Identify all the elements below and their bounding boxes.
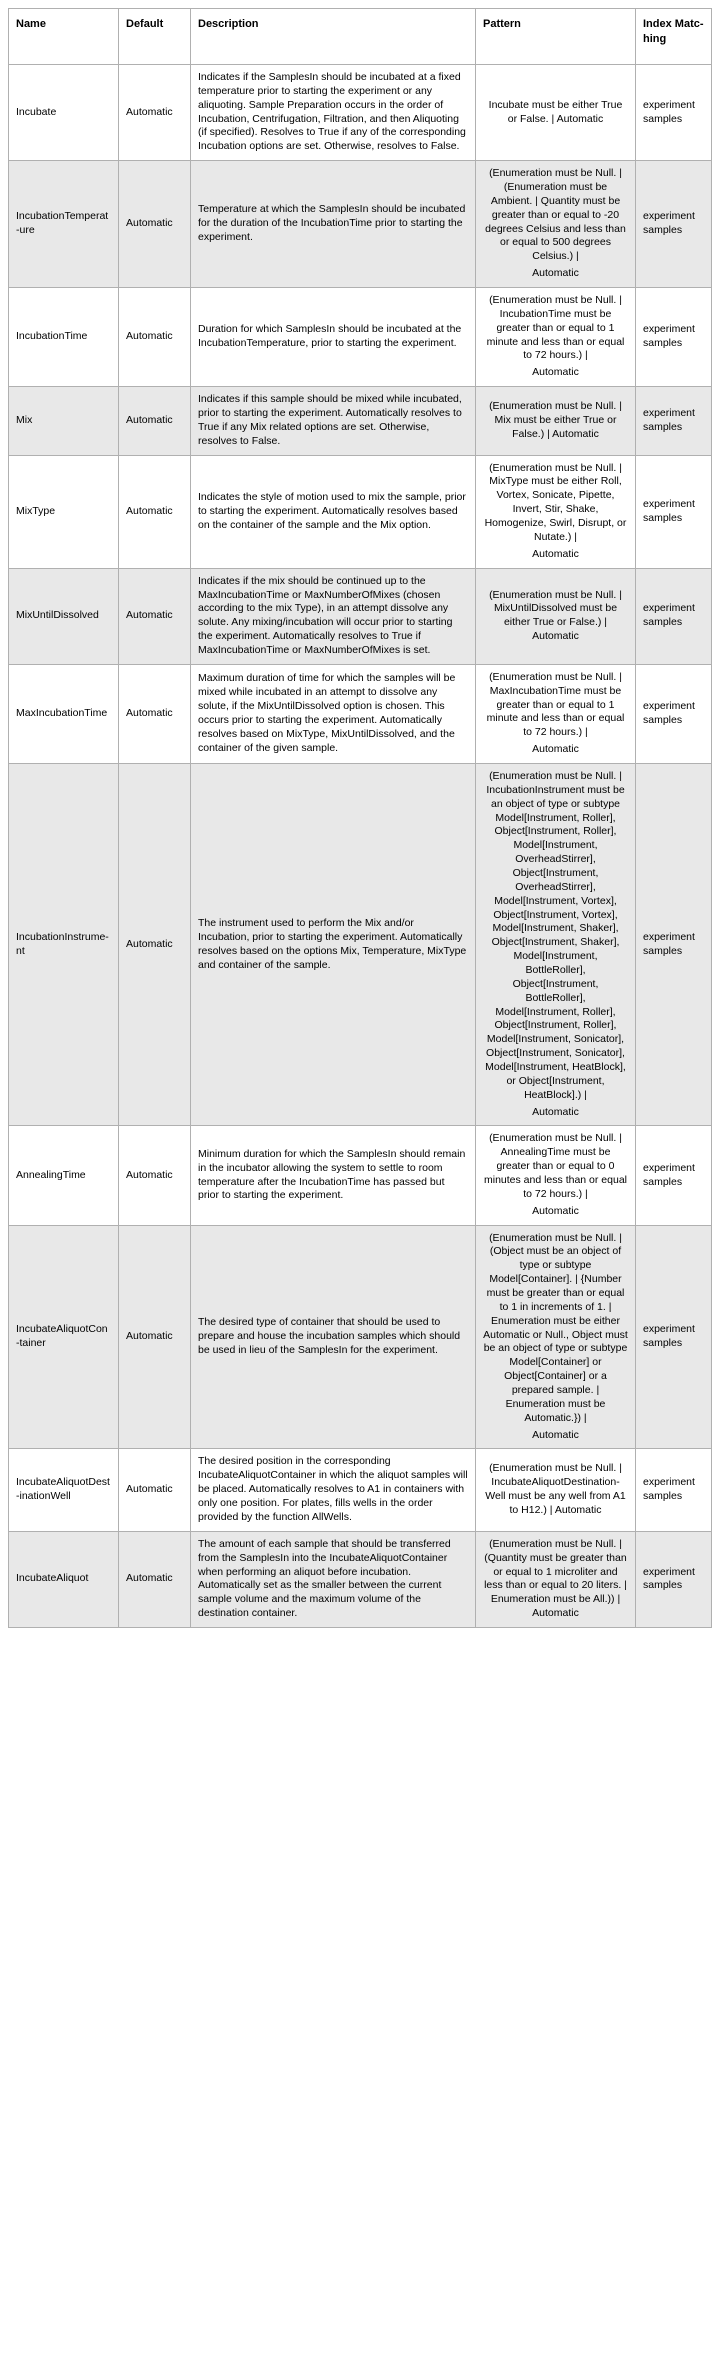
option-pattern-cell [476, 288, 636, 387]
option-index-matching-cell: experiment samples [636, 1225, 712, 1449]
option-pattern-cell [476, 1449, 636, 1531]
option-index-matching-cell: experiment samples [636, 763, 712, 1125]
incubate-options-table [8, 8, 712, 1628]
option-index-matching-cell: experiment samples [636, 1449, 712, 1531]
option-index-matching-cell: experiment samples [636, 455, 712, 568]
option-name-cell: IncubationTime [9, 288, 119, 387]
pattern-text: (Enumeration must be Null. | MixType must be either Roll, Vortex, Sonicate, Pipette, Invert, Stir, Shake, Homogenize, Swirl, Disrupt, or Nutate.) | [484, 461, 627, 543]
option-pattern-cell [476, 387, 636, 455]
pattern-automatic-text: Automatic [532, 267, 579, 280]
table-body [9, 65, 712, 1628]
table-row [9, 288, 712, 387]
pattern-text: (Enumeration must be Null. | (Enumeration must be Ambient. | Quantity must be greater than or equal to -20 degrees Celsius and less than or equal to 500 degrees Celsius.) | [485, 167, 626, 263]
option-description-cell: The desired type of container that should be used to prepare and house the incubation samples which should be used in lieu of the SamplesIn for the experiment. [191, 1225, 476, 1449]
option-pattern-cell [476, 1225, 636, 1449]
option-index-matching-cell: experiment samples [636, 161, 712, 288]
option-description-cell: The desired position in the corresponding IncubateAliquotContainer in which the aliquot samples will be placed. Automatically resolves to A1 in containers with only one position. For plates, fills wells in the order provided by the function AllWells. [191, 1449, 476, 1531]
option-default-cell: Automatic [119, 1449, 191, 1531]
option-pattern-cell [476, 455, 636, 568]
option-index-matching-cell: experiment samples [636, 664, 712, 763]
option-pattern-cell [476, 664, 636, 763]
option-description-cell: Temperature at which the SamplesIn should be incubated for the duration of the IncubationTime prior to starting the experiment. [191, 161, 476, 288]
table-row [9, 1449, 712, 1531]
option-description-cell: Maximum duration of time for which the samples will be mixed while incubated in an attempt to dissolve any solute, if the MixUntilDissolved option is chosen. This occurs prior to starting the experiment. Automatically resolves based on MixType, MixUntilDissolved, and the container of the given sample. [191, 664, 476, 763]
option-index-matching-cell: experiment samples [636, 1531, 712, 1627]
pattern-automatic-text: Automatic [532, 1204, 579, 1217]
option-pattern-cell [476, 1531, 636, 1627]
option-name-cell: IncubateAliquotCon-tainer [9, 1225, 119, 1449]
table-row [9, 568, 712, 664]
option-name-cell: Incubate [9, 65, 119, 161]
option-description-cell: The instrument used to perform the Mix and/or Incubation, prior to starting the experiment. Automatically resolves based on the options Mix, Temperature, MixType and container of the sample. [191, 763, 476, 1125]
option-default-cell: Automatic [119, 1225, 191, 1449]
option-default-cell: Automatic [119, 763, 191, 1125]
pattern-text: (Enumeration must be Null. | IncubationInstrument must be an object of type or subtype Model[Instrument, Roller], Object[Instrument, Roller], Model[Instrument, OverheadStirrer], Object[Instrument, OverheadStirrer], Model[Instrument, Vortex], Object[Instrument, Vortex], Model[Instrument, Shaker], Object[Instrument, Shaker], Model[Instrument, BottleRoller], Object[Instrument, BottleRoller], Model[Instrument, Roller], Object[Instrument, Roller], Model[Instrument, Sonicator], Object[Instrument, Sonicator], Model[Instrument, HeatBlock], or Object[Instrument, HeatBlock].) | [485, 769, 626, 1101]
option-description-cell: Indicates if this sample should be mixed while incubated, prior to starting the experiment. Automatically resolves to True if any Mix related options are set. Otherwise, resolves to False. [191, 387, 476, 455]
table-row [9, 1531, 712, 1627]
option-index-matching-cell: experiment samples [636, 387, 712, 455]
column-header-index-matching: Index Matc-hing [636, 9, 712, 65]
option-name-cell: MixUntilDissolved [9, 568, 119, 664]
option-default-cell: Automatic [119, 455, 191, 568]
table-row [9, 65, 712, 161]
table-row [9, 1126, 712, 1225]
column-header-default: Default [119, 9, 191, 65]
column-header-name: Name [9, 9, 119, 65]
pattern-automatic-text: Automatic [532, 366, 579, 379]
option-name-cell: MaxIncubationTime [9, 664, 119, 763]
column-header-pattern: Pattern [476, 9, 636, 65]
pattern-text: (Enumeration must be Null. | (Object must be an object of type or subtype Model[Container]. | {Number must be greater than or equal to 1 in increments of 1. | Enumeration must be either Automatic or Null., Object must be an object of type or subtype Model[Container] or Object[Container] or a prepared sample. | Enumeration must be Automatic.}) | [483, 1231, 628, 1424]
option-description-cell: Duration for which SamplesIn should be incubated at the IncubationTemperature, prior to starting the experiment. [191, 288, 476, 387]
option-description-cell: Minimum duration for which the SamplesIn should remain in the incubator allowing the system to settle to room temperature after the IncubationTime has passed but prior to starting the experiment. [191, 1126, 476, 1225]
option-default-cell: Automatic [119, 65, 191, 161]
table-header-row [9, 9, 712, 65]
pattern-text: (Enumeration must be Null. | Mix must be either True or False.) | Automatic [489, 400, 622, 440]
option-description-cell: Indicates if the mix should be continued up to the MaxIncubationTime or MaxNumberOfMixes (chosen according to the mix Type), in an attempt dissolve any solute. Any mixing/incubation will occur prior to starting the experiment. Automatically resolves to True if MaxIncubationTime or MaxNumberOfMixes is set. [191, 568, 476, 664]
pattern-automatic-text: Automatic [532, 1428, 579, 1441]
pattern-text: (Enumeration must be Null. | (Quantity must be greater than or equal to 1 microliter and less than or equal to 20 liters. | Enumeration must be All.)) | Automatic [484, 1537, 627, 1620]
pattern-text: Incubate must be either True or False. | Automatic [488, 98, 623, 125]
pattern-text: (Enumeration must be Null. | MaxIncubationTime must be greater than or equal to 1 minute and less than or equal to 72 hours.) | [486, 670, 625, 739]
table-row [9, 763, 712, 1125]
option-default-cell: Automatic [119, 387, 191, 455]
table-row [9, 161, 712, 288]
option-pattern-cell [476, 763, 636, 1125]
option-default-cell: Automatic [119, 1126, 191, 1225]
table-header [9, 9, 712, 65]
option-default-cell: Automatic [119, 288, 191, 387]
option-description-cell: Indicates the style of motion used to mix the sample, prior to starting the experiment. Automatically resolves based on the container of the sample and the Mix option. [191, 455, 476, 568]
pattern-text: (Enumeration must be Null. | AnnealingTime must be greater than or equal to 0 minutes and less than or equal to 72 hours.) | [483, 1132, 627, 1200]
pattern-text: (Enumeration must be Null. | MixUntilDissolved must be either True or False.) | Automatic [489, 588, 622, 643]
option-index-matching-cell: experiment samples [636, 288, 712, 387]
option-index-matching-cell: experiment samples [636, 65, 712, 161]
option-name-cell: IncubationInstrume-nt [9, 763, 119, 1125]
option-description-cell: Indicates if the SamplesIn should be incubated at a fixed temperature prior to starting the experiment or any aliquoting. Sample Preparation occurs in the order of Incubation, Centrifugation, Filtration, and then Aliquoting (if specified). Resolves to True if any of the corresponding Incubation options are set. Otherwise, resolves to False. [191, 65, 476, 161]
option-pattern-cell [476, 1126, 636, 1225]
pattern-text: (Enumeration must be Null. | IncubateAliquotDestination-Well must be any well from A1 to H12.) | Automatic [485, 1462, 626, 1516]
pattern-automatic-text: Automatic [532, 547, 579, 560]
option-default-cell: Automatic [119, 568, 191, 664]
table-row [9, 664, 712, 763]
option-description-cell: The amount of each sample that should be transferred from the SamplesIn into the IncubateAliquotContainer when performing an aliquot before incubation. Automatically set as the smaller between the current sample volume and the maximum volume of the destination container. [191, 1531, 476, 1627]
option-name-cell: IncubateAliquot [9, 1531, 119, 1627]
option-index-matching-cell: experiment samples [636, 1126, 712, 1225]
option-default-cell: Automatic [119, 1531, 191, 1627]
table-row [9, 1225, 712, 1449]
option-pattern-cell [476, 568, 636, 664]
pattern-text: (Enumeration must be Null. | IncubationTime must be greater than or equal to 1 minute and less than or equal to 72 hours.) | [486, 294, 625, 362]
option-name-cell: IncubateAliquotDest-inationWell [9, 1449, 119, 1531]
pattern-automatic-text: Automatic [532, 743, 579, 756]
option-default-cell: Automatic [119, 161, 191, 288]
column-header-description: Description [191, 9, 476, 65]
option-pattern-cell [476, 161, 636, 288]
table-row [9, 455, 712, 568]
option-name-cell: IncubationTemperat-ure [9, 161, 119, 288]
option-pattern-cell [476, 65, 636, 161]
option-name-cell: AnnealingTime [9, 1126, 119, 1225]
option-name-cell: Mix [9, 387, 119, 455]
pattern-automatic-text: Automatic [532, 1105, 579, 1118]
option-index-matching-cell: experiment samples [636, 568, 712, 664]
option-name-cell: MixType [9, 455, 119, 568]
table-row [9, 387, 712, 455]
option-default-cell: Automatic [119, 664, 191, 763]
